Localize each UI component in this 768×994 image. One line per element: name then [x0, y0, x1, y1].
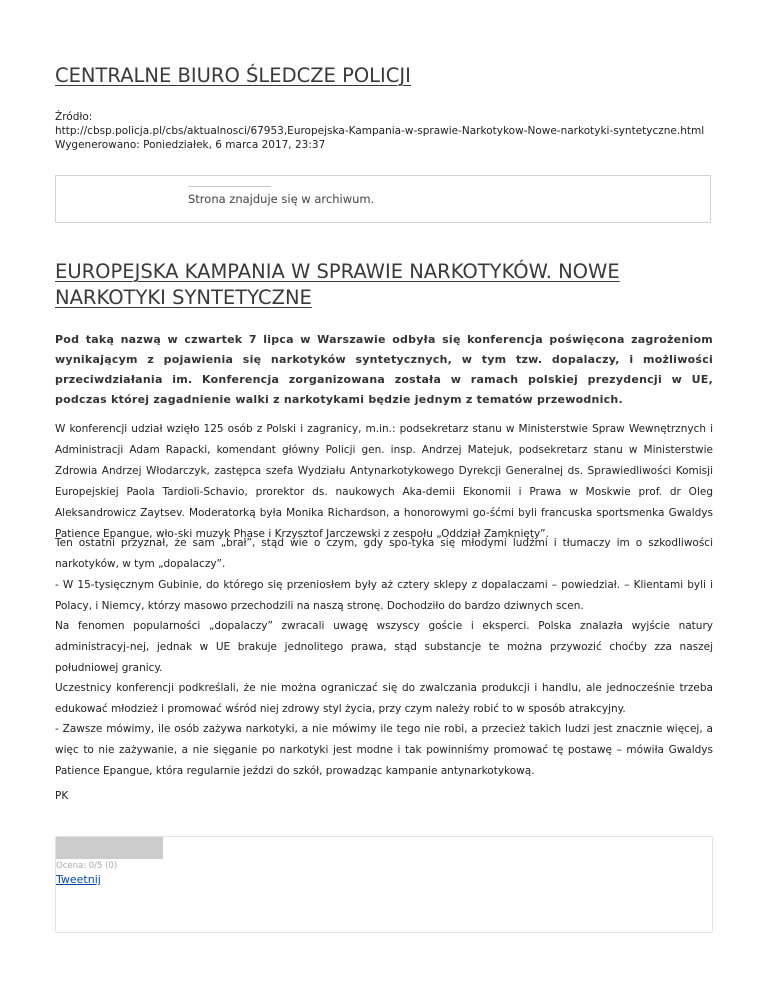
article-signature: PK — [55, 790, 69, 802]
paragraph-line: - W 15-tysięcznym Gubinie, do którego się przeniosłem były aż cztery sklepy z dopalaczami – powiedział. – Klientami byli i Polacy, i Niemcy, którzy masowo przechodzili na naszą stronę. Dochodziło do bardzo dziwnych scen. — [55, 579, 713, 612]
source-meta — [55, 110, 735, 152]
source-label: Źródło: — [55, 111, 93, 123]
rating-panel — [55, 836, 713, 933]
article-title[interactable]: EUROPEJSKA KAMPANIA W SPRAWIE NARKOTYKÓW. NOWE NARKOTYKI SYNTETYCZNE — [55, 260, 620, 309]
article-paragraph — [55, 533, 713, 617]
rating-text: Ocena: 0/5 (0) — [56, 861, 118, 871]
archive-divider — [188, 186, 271, 187]
archive-notice: Strona znajduje się w archiwum. — [188, 192, 375, 206]
article-paragraph: Uczestnicy konferencji podkreślali, że nie można ograniczać się do zwalczania produkcji i handlu, ale jednocześnie trzeba edukować młodzież i promować wśród niej zdrowy styl życia, przy czym należy robić to w sposób atrakcyjny. — [55, 682, 713, 715]
archive-notice-box — [55, 175, 711, 223]
site-title[interactable]: CENTRALNE BIURO ŚLEDCZE POLICJI — [55, 64, 411, 87]
tweet-link[interactable]: Tweetnij — [56, 873, 101, 886]
paragraph-line: Ten ostatni przyznał, że sam „brał”, stąd wie o czym, gdy spo-tyka się młodymi ludźmi i tłumaczy im o szkodliwości narkotyków, w tym „dopalaczy”. — [55, 537, 713, 570]
article-paragraph: Na fenomen popularności „dopalaczy” zwracali uwagę wszyscy goście i eksperci. Polska znalazła wyjście natury administracyj-nej, jednak w UE brakuje jednolitego prawa, stąd substancje te można przywozić choćby zza naszej południowej granicy. — [55, 620, 713, 674]
article-lead: Pod taką nazwą w czwartek 7 lipca w Warszawie odbyła się konferencja poświęcona zagrożeniom wynikającym z pojawienia się narkotyków syntetycznych, w tym tzw. dopalaczy, i możliwości przeciwdziałania im. Konferencja zorganizowana została w ramach polskiej prezydencji w UE, podczas której zagadnienie walki z narkotykami będzie jednym z tematów przewodnich. — [55, 333, 713, 406]
rating-stars-bar[interactable] — [56, 837, 163, 859]
article-paragraph: W konferencji udział wzięło 125 osób z Polski i zagranicy, m.in.: podsekretarz stanu w Ministerstwie Spraw Wewnętrznych i Administracji Adam Rapacki, komendant główny Policji gen. insp. Andrzej Matejuk, podsekretarz stanu w Ministerstwie Zdrowia Andrzej Włodarczyk, zastępca szefa Wydziału Antynarkotykowego Dyrekcji Generalnej ds. Sprawiedliwości Komisji Europejskiej Paola Tardioli-Schavio, prorektor ds. naukowych Aka-demii Ekonomii i Prawa w Moskwie prof. dr Oleg Aleksandrowicz Zaytsev. Moderatorką była Monika Richardson, a honorowymi go-śćmi byli francuska sportsmenka Gwaldys Patience Epangue, wło-ski muzyk Phase i Krzysztof Jarczewski z zespołu „Oddział Zamknięty”. — [55, 423, 713, 540]
source-url: http://cbsp.policja.pl/cbs/aktualnosci/67953,Europejska-Kampania-w-sprawie-Narkotykow-Nowe-narkotyki-syntetyczne.html — [55, 125, 705, 137]
article-paragraph: - Zawsze mówimy, ile osób zażywa narkotyki, a nie mówimy ile tego nie robi, a przecież takich ludzi jest znacznie więcej, a więc to nie zażywanie, a nie sięganie po narkotyki jest modne i tak powinniśmy promować tę postawę – mówiła Gwaldys Patience Epangue, która regularnie jeździ do szkół, prowadząc kampanie antynarkotykową. — [55, 723, 713, 777]
generated-date: Wygenerowano: Poniedziałek, 6 marca 2017, 23:37 — [55, 139, 326, 151]
